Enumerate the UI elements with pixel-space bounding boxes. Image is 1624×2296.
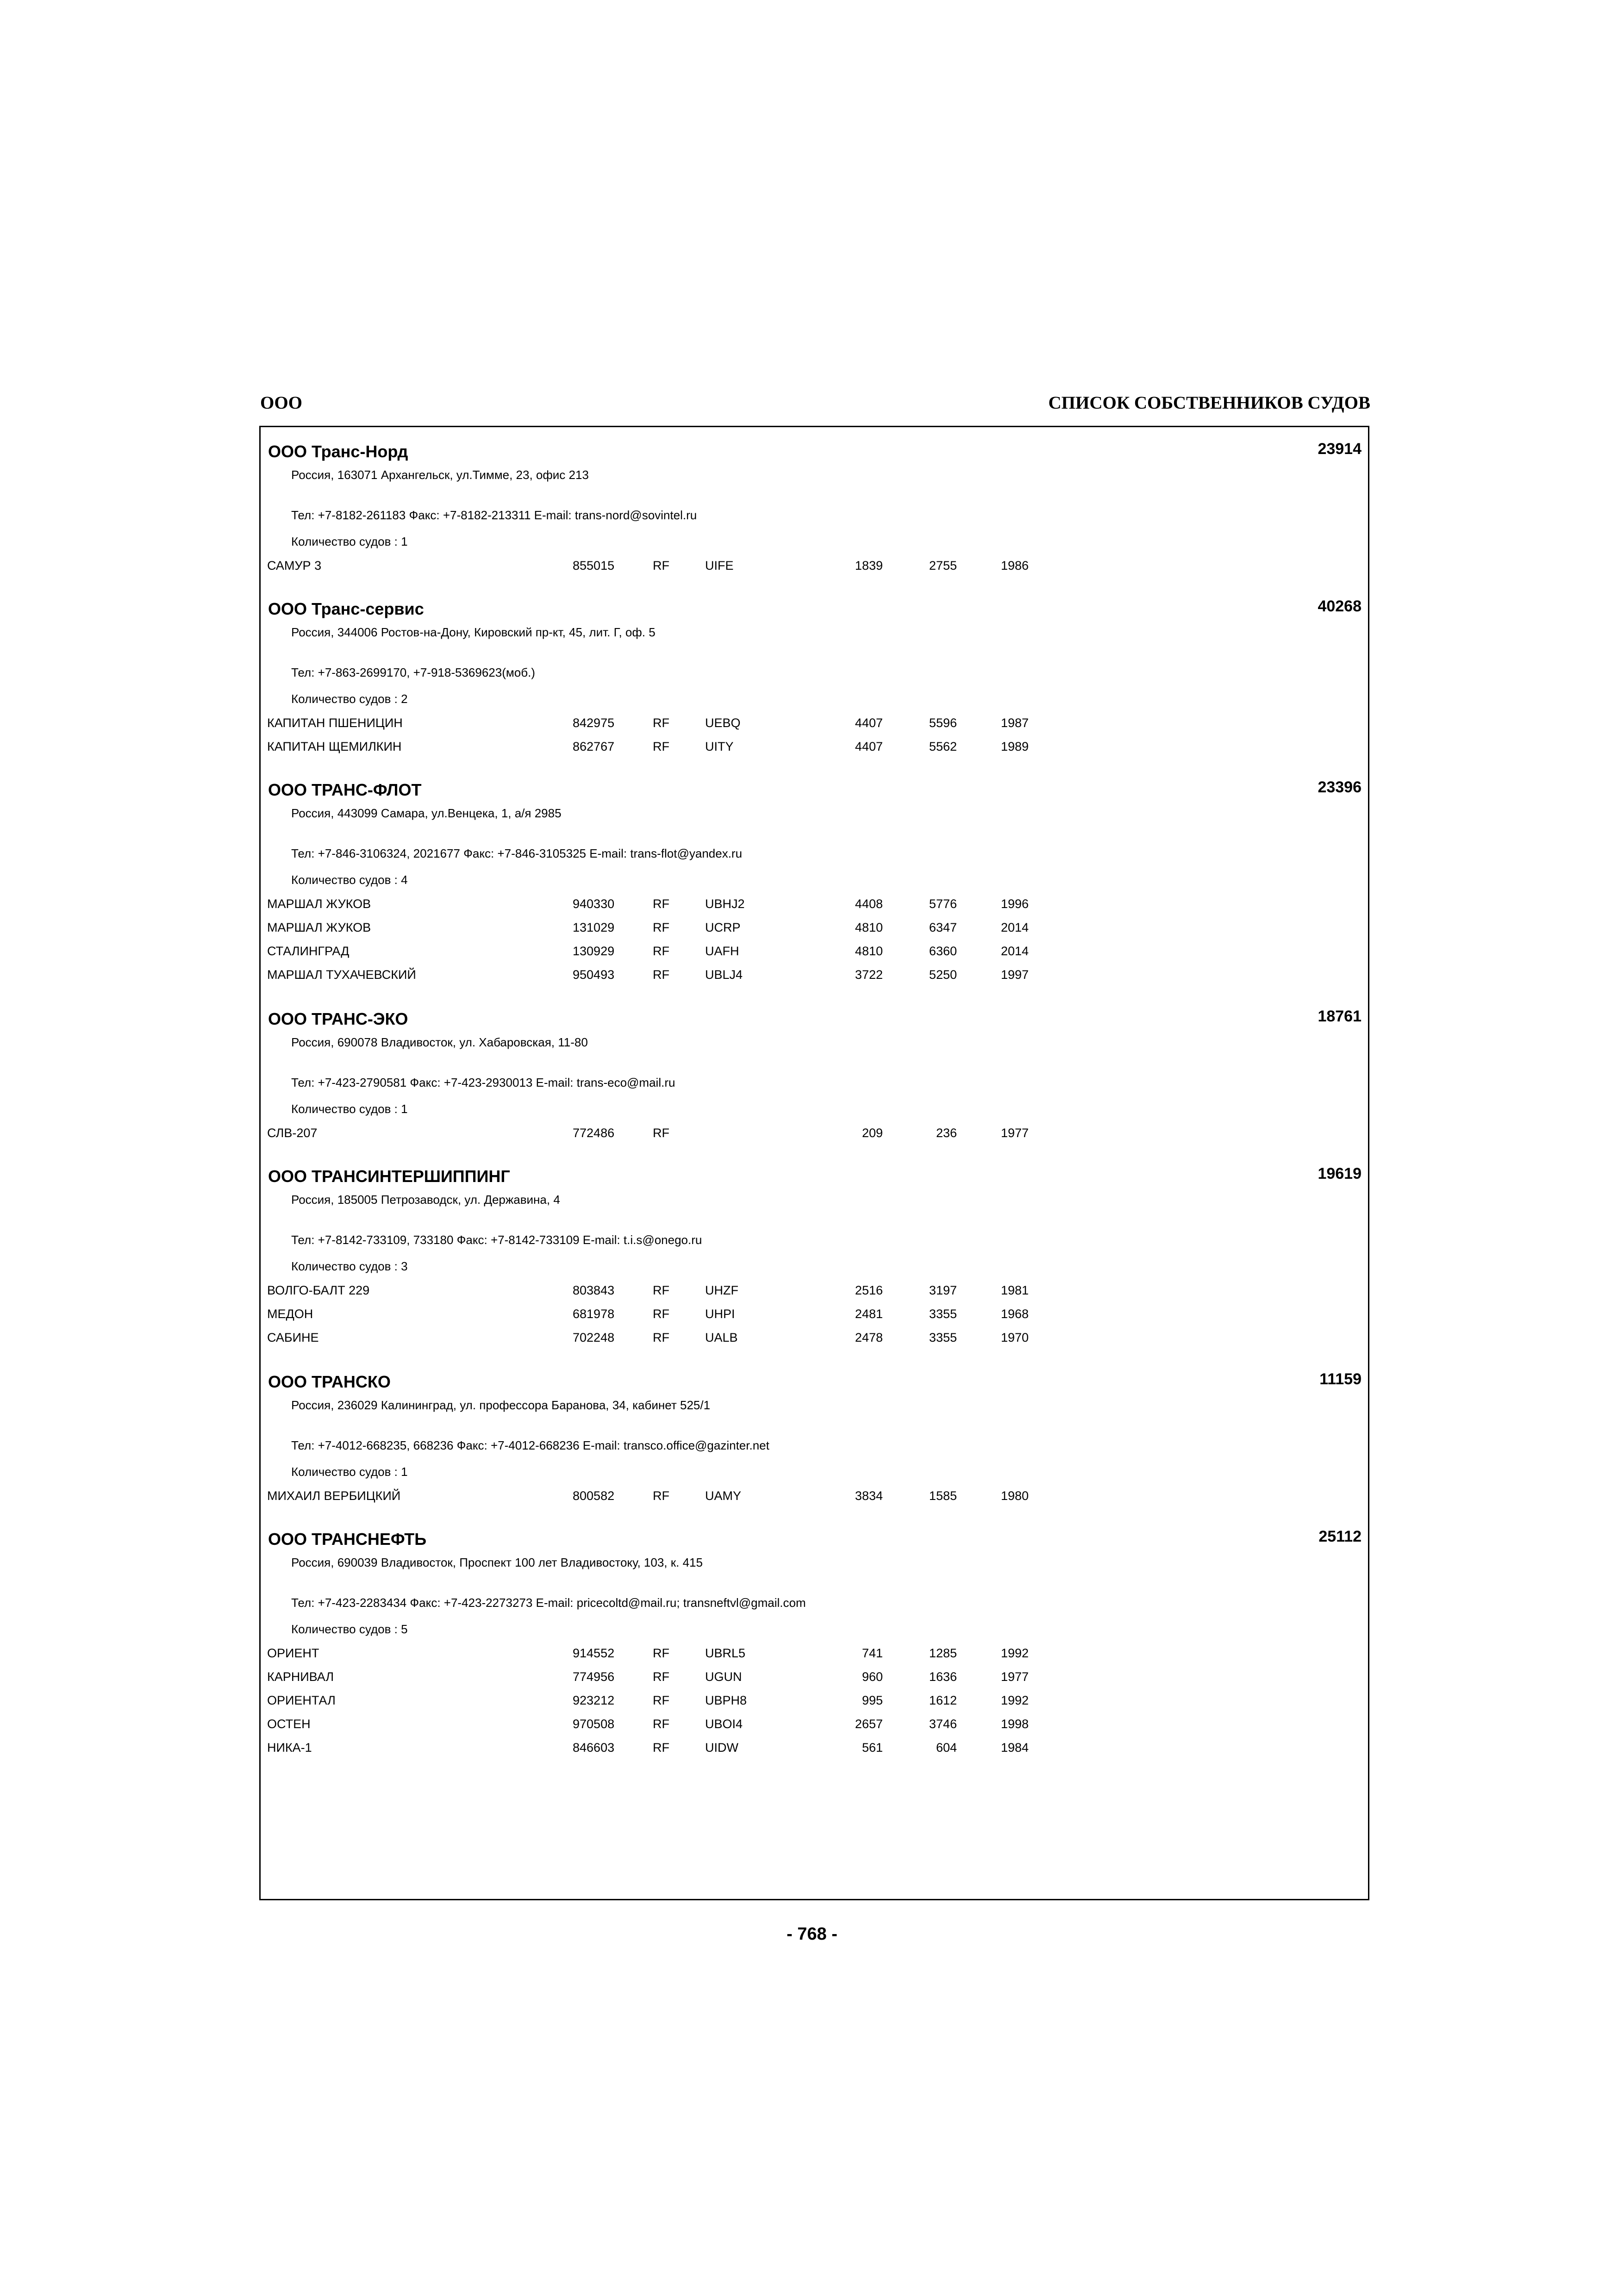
vessel-dwt: 3197 (929, 1283, 957, 1297)
vessel-number: 681978 (573, 1307, 615, 1321)
vessel-year: 1998 (1001, 1717, 1029, 1731)
vessel-row (267, 1307, 1332, 1325)
vessel-number: 950493 (573, 968, 615, 982)
vessel-year: 1980 (1001, 1489, 1029, 1503)
vessel-callsign: UGUN (705, 1670, 742, 1684)
vessel-flag: RF (653, 897, 669, 911)
vessel-number: 940330 (573, 897, 615, 911)
vessel-row (267, 1717, 1332, 1736)
vessel-gt: 3834 (855, 1489, 883, 1503)
vessel-gt: 960 (862, 1670, 883, 1684)
vessel-name: МАРШАЛ ЖУКОВ (267, 897, 371, 911)
vessel-gt: 4810 (855, 921, 883, 934)
vessel-flag: RF (653, 1646, 669, 1660)
vessel-flag: RF (653, 716, 669, 730)
vessel-gt: 4810 (855, 944, 883, 958)
company-contacts: Тел: +7-846-3106324, 2021677 Факс: +7-846-3105325 E-mail: trans-flot@yandex.ru (291, 846, 743, 860)
vessel-year: 1968 (1001, 1307, 1029, 1321)
company-id: 18761 (1318, 1008, 1362, 1025)
vessel-callsign: UIDW (705, 1741, 738, 1755)
vessel-count: Количество судов : 1 (291, 535, 408, 548)
vessel-gt: 4407 (855, 716, 883, 730)
vessel-count: Количество судов : 1 (291, 1465, 408, 1479)
vessel-name: САМУР 3 (267, 559, 322, 572)
vessel-number: 772486 (573, 1126, 615, 1140)
vessel-flag: RF (653, 921, 669, 934)
vessel-name: МИХАИЛ ВЕРБИЦКИЙ (267, 1489, 401, 1503)
vessel-gt: 3722 (855, 968, 883, 982)
company-contacts: Тел: +7-4012-668235, 668236 Факс: +7-4012-668236 E-mail: transco.office@gazinter.net (291, 1438, 769, 1452)
vessel-dwt: 1612 (929, 1693, 957, 1707)
vessel-dwt: 1285 (929, 1646, 957, 1660)
vessel-callsign: UCRP (705, 921, 741, 934)
company-contacts: Тел: +7-8182-261183 Факс: +7-8182-213311 E-mail: trans-nord@sovintel.ru (291, 508, 697, 522)
vessel-flag: RF (653, 1283, 669, 1297)
vessel-dwt: 5776 (929, 897, 957, 911)
vessel-callsign: UAMY (705, 1489, 742, 1503)
vessel-dwt: 236 (936, 1126, 957, 1140)
company-id: 40268 (1318, 597, 1362, 615)
vessel-flag: RF (653, 1741, 669, 1755)
vessel-callsign: UITY (705, 740, 734, 753)
vessel-row (267, 944, 1332, 963)
vessel-flag: RF (653, 740, 669, 753)
vessel-gt: 995 (862, 1693, 883, 1707)
vessel-name: СЛВ-207 (267, 1126, 318, 1140)
vessel-row (267, 1741, 1332, 1759)
vessel-count: Количество судов : 5 (291, 1622, 408, 1636)
company-name: ООО Транс-сервис (268, 599, 424, 618)
company-contacts: Тел: +7-423-2283434 Факс: +7-423-2273273 E-mail: pricecoltd@mail.ru; transneftvl@gmail.com (291, 1596, 806, 1610)
company-contacts: Тел: +7-423-2790581 Факс: +7-423-2930013 E-mail: trans-eco@mail.ru (291, 1076, 675, 1089)
vessel-flag: RF (653, 1331, 669, 1344)
vessel-row (267, 1670, 1332, 1688)
vessel-row (267, 1126, 1332, 1145)
vessel-number: 862767 (573, 740, 615, 753)
vessel-number: 923212 (573, 1693, 615, 1707)
company-name: ООО Транс-Норд (268, 442, 408, 461)
vessel-callsign: UALB (705, 1331, 738, 1344)
company-name: ООО ТРАНСНЕФТЬ (268, 1530, 427, 1549)
running-header-left: ООО (260, 393, 303, 413)
vessel-number: 846603 (573, 1741, 615, 1755)
vessel-dwt: 604 (936, 1741, 957, 1755)
vessel-gt: 4408 (855, 897, 883, 911)
vessel-number: 131029 (573, 921, 615, 934)
vessel-callsign: UBHJ2 (705, 897, 745, 911)
vessel-count: Количество судов : 2 (291, 692, 408, 706)
vessel-year: 1984 (1001, 1741, 1029, 1755)
vessel-name: МЕДОН (267, 1307, 313, 1321)
vessel-year: 1977 (1001, 1126, 1029, 1140)
vessel-dwt: 6360 (929, 944, 957, 958)
vessel-name: САБИНЕ (267, 1331, 319, 1344)
company-contacts: Тел: +7-8142-733109, 733180 Факс: +7-8142-733109 E-mail: t.i.s@onego.ru (291, 1233, 702, 1247)
vessel-callsign: UHPI (705, 1307, 735, 1321)
vessel-year: 1989 (1001, 740, 1029, 753)
vessel-row (267, 1283, 1332, 1302)
vessel-name: ОСТЕН (267, 1717, 311, 1731)
vessel-name: КАПИТАН ЩЕМИЛКИН (267, 740, 402, 753)
vessel-callsign: UBOI4 (705, 1717, 743, 1731)
vessel-flag: RF (653, 968, 669, 982)
company-contacts: Тел: +7-863-2699170, +7-918-5369623(моб.) (291, 666, 535, 679)
vessel-row (267, 1489, 1332, 1507)
vessel-flag: RF (653, 944, 669, 958)
vessel-year: 1986 (1001, 559, 1029, 572)
vessel-gt: 4407 (855, 740, 883, 753)
vessel-row (267, 921, 1332, 939)
vessel-callsign: UBRL5 (705, 1646, 746, 1660)
vessel-count: Количество судов : 3 (291, 1259, 408, 1273)
vessel-callsign: UIFE (705, 559, 734, 572)
vessel-year: 1970 (1001, 1331, 1029, 1344)
company-address: Россия, 185005 Петрозаводск, ул. Державина, 4 (291, 1193, 560, 1207)
vessel-gt: 209 (862, 1126, 883, 1140)
vessel-row (267, 740, 1332, 758)
vessel-name: ОРИЕНТАЛ (267, 1693, 336, 1707)
company-id: 23396 (1318, 778, 1362, 796)
company-address: Россия, 690039 Владивосток, Проспект 100 лет Владивостоку, 103, к. 415 (291, 1556, 703, 1569)
vessel-year: 1996 (1001, 897, 1029, 911)
vessel-name: СТАЛИНГРАД (267, 944, 350, 958)
vessel-dwt: 3746 (929, 1717, 957, 1731)
company-address: Россия, 163071 Архангельск, ул.Тимме, 23, офис 213 (291, 468, 589, 482)
vessel-callsign: UBPH8 (705, 1693, 747, 1707)
vessel-dwt: 6347 (929, 921, 957, 934)
vessel-number: 774956 (573, 1670, 615, 1684)
vessel-number: 970508 (573, 1717, 615, 1731)
company-name: ООО ТРАНС-ФЛОТ (268, 780, 422, 799)
vessel-name: НИКА-1 (267, 1741, 312, 1755)
running-header-title: СПИСОК СОБСТВЕННИКОВ СУДОВ (1048, 393, 1370, 413)
vessel-dwt: 5562 (929, 740, 957, 753)
vessel-count: Количество судов : 4 (291, 873, 408, 887)
vessel-flag: RF (653, 1717, 669, 1731)
company-id: 25112 (1318, 1528, 1362, 1545)
vessel-name: ВОЛГО-БАЛТ 229 (267, 1283, 370, 1297)
company-name: ООО ТРАНСКО (268, 1372, 391, 1391)
vessel-name: МАРШАЛ ТУХАЧЕВСКИЙ (267, 968, 416, 982)
vessel-year: 1987 (1001, 716, 1029, 730)
vessel-year: 1977 (1001, 1670, 1029, 1684)
vessel-callsign: UEBQ (705, 716, 741, 730)
company-address: Россия, 443099 Самара, ул.Венцека, 1, а/я 2985 (291, 806, 562, 820)
vessel-count: Количество судов : 1 (291, 1102, 408, 1116)
vessel-gt: 1839 (855, 559, 883, 572)
vessel-dwt: 3355 (929, 1307, 957, 1321)
vessel-year: 2014 (1001, 944, 1029, 958)
vessel-row (267, 716, 1332, 734)
vessel-dwt: 2755 (929, 559, 957, 572)
vessel-row (267, 1646, 1332, 1665)
vessel-year: 1997 (1001, 968, 1029, 982)
vessel-flag: RF (653, 1489, 669, 1503)
vessel-callsign: UBLJ4 (705, 968, 743, 982)
vessel-gt: 2478 (855, 1331, 883, 1344)
vessel-name: МАРШАЛ ЖУКОВ (267, 921, 371, 934)
company-address: Россия, 236029 Калининград, ул. профессора Баранова, 34, кабинет 525/1 (291, 1398, 711, 1412)
company-name: ООО ТРАНСИНТЕРШИППИНГ (268, 1167, 510, 1186)
vessel-gt: 2516 (855, 1283, 883, 1297)
vessel-gt: 2481 (855, 1307, 883, 1321)
vessel-callsign: UAFH (705, 944, 739, 958)
vessel-gt: 2657 (855, 1717, 883, 1731)
page-number: - 768 - (787, 1924, 837, 1944)
company-id: 11159 (1319, 1370, 1362, 1388)
vessel-row (267, 1693, 1332, 1712)
vessel-name: ОРИЕНТ (267, 1646, 319, 1660)
vessel-dwt: 3355 (929, 1331, 957, 1344)
vessel-number: 855015 (573, 559, 615, 572)
vessel-number: 803843 (573, 1283, 615, 1297)
vessel-gt: 561 (862, 1741, 883, 1755)
vessel-flag: RF (653, 1670, 669, 1684)
vessel-number: 842975 (573, 716, 615, 730)
vessel-flag: RF (653, 1693, 669, 1707)
vessel-year: 1992 (1001, 1646, 1029, 1660)
vessel-dwt: 5250 (929, 968, 957, 982)
vessel-flag: RF (653, 1126, 669, 1140)
vessel-dwt: 1585 (929, 1489, 957, 1503)
listing-frame (259, 426, 1369, 1900)
vessel-year: 2014 (1001, 921, 1029, 934)
vessel-year: 1992 (1001, 1693, 1029, 1707)
vessel-row (267, 1331, 1332, 1349)
company-name: ООО ТРАНС-ЭКО (268, 1009, 408, 1028)
vessel-name: КАРНИВАЛ (267, 1670, 334, 1684)
vessel-callsign: UHZF (705, 1283, 738, 1297)
vessel-gt: 741 (862, 1646, 883, 1660)
vessel-flag: RF (653, 559, 669, 572)
company-id: 23914 (1318, 440, 1362, 458)
company-id: 19619 (1318, 1165, 1362, 1182)
company-address: Россия, 690078 Владивосток, ул. Хабаровская, 11-80 (291, 1035, 588, 1049)
vessel-row (267, 559, 1332, 577)
vessel-number: 800582 (573, 1489, 615, 1503)
vessel-year: 1981 (1001, 1283, 1029, 1297)
vessel-number: 914552 (573, 1646, 615, 1660)
vessel-dwt: 1636 (929, 1670, 957, 1684)
vessel-number: 702248 (573, 1331, 615, 1344)
company-address: Россия, 344006 Ростов-на-Дону, Кировский пр-кт, 45, лит. Г, оф. 5 (291, 625, 656, 639)
vessel-name: КАПИТАН ПШЕНИЦИН (267, 716, 403, 730)
vessel-row (267, 897, 1332, 915)
vessel-flag: RF (653, 1307, 669, 1321)
vessel-dwt: 5596 (929, 716, 957, 730)
vessel-number: 130929 (573, 944, 615, 958)
vessel-row (267, 968, 1332, 986)
